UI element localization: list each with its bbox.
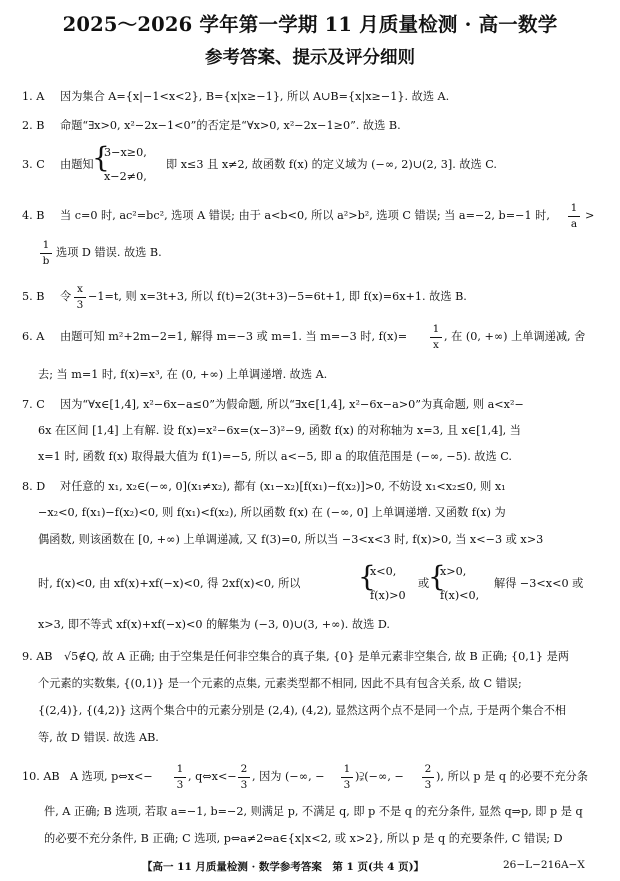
answer-text: ), 所以 p 是 q 的必要不充分条 xyxy=(436,770,588,783)
brace-icon: { xyxy=(358,560,376,593)
answer-number: 9. AB xyxy=(22,650,53,663)
answer-text: 由题可知 m²+2m−2=1, 解得 m=−3 或 m=1. 当 m=−3 时, f(x)= xyxy=(60,330,408,343)
brace-icon: { xyxy=(92,141,110,174)
answer-text: 个元素的实数集, {(0,1)} 是一个元素的点集, 元素类型都不相同, 因此不具有包含关系, 故 C 错误; xyxy=(38,677,522,690)
fraction-numerator: 1 xyxy=(432,323,440,335)
system-line: x−2≠0, xyxy=(104,170,147,183)
answer-prefix: 由题知 xyxy=(60,158,94,171)
fraction-numerator: 2 xyxy=(240,763,248,775)
answer-text: {(2,4)}, {(4,2)} 这两个集合中的元素分别是 (2,4), (4,2), 显然这两个点不是同一个点, 于是两个集合不相 xyxy=(38,704,567,717)
answer-text: 6x 在区间 [1,4] 上有解. 设 f(x)=x²−6x=(x−3)²−9, 函数 f(x) 的对称轴为 x=3, 且 x∈[1,4], 当 xyxy=(38,424,521,437)
fraction-denominator: a xyxy=(570,218,578,230)
fraction-denominator: b xyxy=(42,255,50,267)
answer-text: 件, A 正确; B 选项, 若取 a=−1, b=−2, 则满足 p, 不满足 q, 即 p 不是 q 的充分条件, 显然 q⇒p, 即 p 是 q xyxy=(44,805,583,818)
answer-number: 5. B xyxy=(22,290,45,303)
answer-number: 1. A xyxy=(22,90,45,103)
fraction-denominator: 3 xyxy=(240,779,248,791)
footer-left: 【高一 11 月质量检测 · 数学参考答案 第 1 页(共 4 页)】 xyxy=(142,861,425,873)
answer-text: x=1 时, 函数 f(x) 取得最大值为 f(1)=−5, 所以 a<−5, 即 a 的取值范围是 (−∞, −5). 故选 C. xyxy=(38,450,512,463)
footer-code: 26−L−216A−X xyxy=(503,859,585,871)
fraction-numerator: 1 xyxy=(570,202,578,214)
answer-text: )⫌(−∞, − xyxy=(355,770,404,783)
answer-number: 2. B xyxy=(22,119,45,132)
answer-text: 解得 −3<x<0 或 xyxy=(494,577,584,590)
answer-text: , 在 (0, +∞) 上单调递减, 舍 xyxy=(444,330,586,343)
page-title: 2025～2026 学年第一学期 11 月质量检测 · 高一数学 xyxy=(62,13,558,36)
answer-text: , 因为 (−∞, − xyxy=(252,770,325,783)
answer-text: 因为集合 A={x|−1<x<2}, B={x|x≥−1}, 所以 A∪B={x|x≥−1}. 故选 A. xyxy=(60,90,450,103)
system-line: x<0, xyxy=(370,565,397,578)
answer-number: 10. AB xyxy=(22,770,60,783)
answer-text: 当 c=0 时, ac²=bc², 选项 A 错误; 由于 a<b<0, 所以 a²>b², 选项 C 错误; 当 a=−2, b=−1 时, xyxy=(60,209,550,222)
system-line: 3−x≥0, xyxy=(104,146,147,159)
fraction-numerator: 1 xyxy=(343,763,351,775)
fraction-numerator: 1 xyxy=(176,763,184,775)
answer-text: 时, f(x)<0, 由 xf(x)+xf(−x)<0, 得 2xf(x)<0, 所以 xyxy=(38,577,301,590)
fraction-denominator: 3 xyxy=(343,779,351,791)
answer-text: x>3, 即不等式 xf(x)+xf(−x)<0 的解集为 (−3, 0)∪(3, +∞). 故选 D. xyxy=(38,618,390,631)
answer-text: −x₂<0, f(x₁)−f(x₂)<0, 则 f(x₁)<f(x₂), 所以函数 f(x) 在 (−∞, 0] 上单调递增. 又函数 f(x) 为 xyxy=(38,506,506,519)
answer-text: 对任意的 x₁, x₂∈(−∞, 0](x₁≠x₂), 都有 (x₁−x₂)[f(x₁)−f(x₂)]>0, 不妨设 x₁<x₂≤0, 则 x₁ xyxy=(60,480,506,493)
answer-number: 3. C xyxy=(22,158,45,171)
fraction-denominator: 3 xyxy=(176,779,184,791)
fraction-numerator: 1 xyxy=(42,239,50,251)
brace-icon: { xyxy=(428,560,446,593)
fraction-denominator: x xyxy=(433,339,439,351)
fraction-denominator: 3 xyxy=(424,779,432,791)
answer-text: 因为“∀x∈[1,4], x²−6x−a≤0”为假命题, 所以“∃x∈[1,4], x²−6x−a>0”为真命题, 则 a<x²− xyxy=(60,398,524,411)
answer-text: 或 xyxy=(418,577,430,590)
answer-text: 令 xyxy=(60,290,72,303)
fraction-numerator: 2 xyxy=(424,763,432,775)
answer-text: 偶函数, 则该函数在 [0, +∞) 上单调递减, 又 f(3)=0, 所以当 −3<x<3 时, f(x)>0, 当 x<−3 或 x>3 xyxy=(38,533,544,546)
answer-text: 的必要不充分条件, B 正确; C 选项, p⇔a≠2⇔a∈{x|x<2, 或 x>2}, 所以 p 是 q 的充要条件, C 错误; D xyxy=(44,832,563,845)
answer-text: A 选项, p⇔x<− xyxy=(70,770,153,783)
system-line: f(x)>0 xyxy=(370,589,406,602)
answer-text: 等, 故 D 错误. 故选 AB. xyxy=(38,731,159,744)
system-line: f(x)<0, xyxy=(440,589,480,602)
page-subtitle: 参考答案、提示及评分细则 xyxy=(205,48,415,68)
fraction-denominator: 3 xyxy=(76,299,84,311)
answer-number: 6. A xyxy=(22,330,45,343)
answer-text: 去; 当 m=1 时, f(x)=x³, 在 (0, +∞) 上单调递增. 故选 A. xyxy=(38,368,328,381)
answer-number: 4. B xyxy=(22,209,45,222)
answer-text: 即 x≤3 且 x≠2, 故函数 f(x) 的定义域为 (−∞, 2)∪(2, 3]. 故选 C. xyxy=(166,158,497,171)
gt-sign: > xyxy=(585,209,595,222)
answer-text: √5∉Q, 故 A 正确; 由于空集是任何非空集合的真子集, {0} 是单元素非空集合, 故 B 正确; {0,1} 是两 xyxy=(64,650,569,663)
answer-text: −1=t, 则 x=3t+3, 所以 f(t)=2(3t+3)−5=6t+1, 即 f(x)=6x+1. 故选 B. xyxy=(88,290,467,303)
fraction-numerator: x xyxy=(77,283,83,295)
answer-text: 选项 D 错误. 故选 B. xyxy=(56,246,162,259)
system-line: x>0, xyxy=(440,565,467,578)
answer-text: , q⇔x<− xyxy=(188,770,237,783)
answer-number: 8. D xyxy=(22,480,46,493)
answer-number: 7. C xyxy=(22,398,45,411)
answer-text: 命题“∃x>0, x²−2x−1<0”的否定是“∀x>0, x²−2x−1≥0”. 故选 B. xyxy=(60,119,401,132)
